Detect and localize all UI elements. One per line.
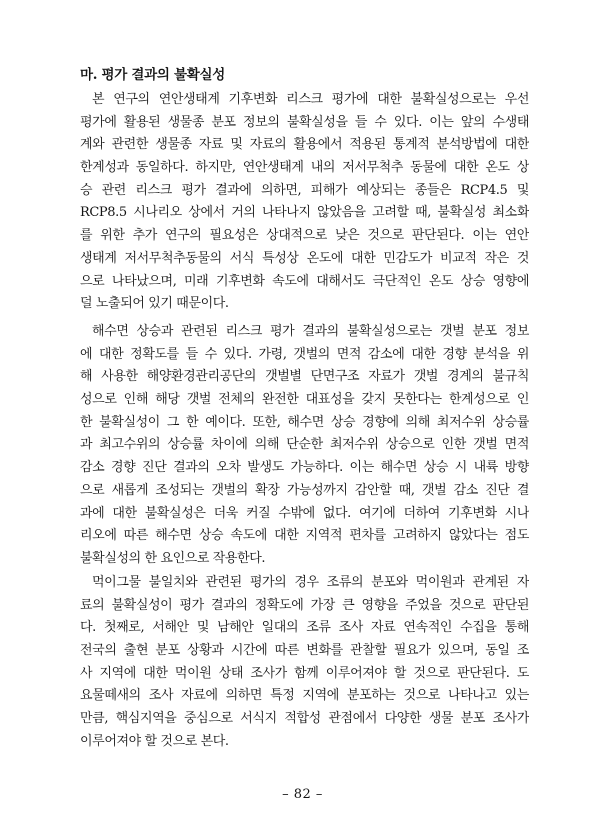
text-line: 사 지역에 대한 먹이원 상태 조사가 함께 이루어져야 할 것으로 판단된다. 도	[80, 665, 529, 681]
text-line: 해 사용한 해양환경관리공단의 갯벌별 단면구조 자료가 갯벌 경계의 불규칙	[80, 369, 529, 385]
text-line: 전국의 출현 분포 상황과 시간에 따른 변화를 관찰할 필요가 있으며, 동일 조	[80, 643, 529, 659]
text-line: 만큼, 핵심지역을 중심으로 서식지 적합성 관점에서 다양한 생물 분포 조사가	[80, 711, 529, 727]
text-line: 생태계 저서무척추동물의 서식 특성상 온도에 대한 민감도가 비교적 작은 것	[80, 250, 529, 266]
text-line: 리오에 따른 해수면 상승 속도에 대한 지역적 편차를 고려하지 않았다는 점도	[80, 528, 529, 544]
text-line: 요물떼새의 조사 자료에 의하면 특정 지역에 분포하는 것으로 나타나고 있는	[80, 688, 529, 704]
text-line: 불확실성의 한 요인으로 작용한다.	[80, 550, 266, 566]
text-line: 평가에 활용된 생물종 분포 정보의 불확실성을 들 수 있다. 이는 앞의 수생태	[80, 114, 529, 130]
text-line: 성으로 인해 해당 갯벌 전체의 완전한 대표성을 갖지 못한다는 한계성으로 인	[80, 392, 529, 408]
text-line: 를 위한 추가 연구의 필요성은 상대적으로 낮은 것으로 판단된다. 이는 연안	[80, 228, 529, 244]
text-line: RCP8.5 시나리오 상에서 거의 나타나지 않았음을 고려할 때, 불확실성 최소화	[80, 205, 529, 221]
paragraph-3	[80, 572, 529, 754]
text-line: 다. 첫째로, 서해안 및 남해안 일대의 조류 조사 자료 연속적인 수집을 통해	[80, 620, 529, 636]
paragraph-2	[80, 321, 529, 571]
text-line: 으로 새롭게 조성되는 갯벌의 확장 가능성까지 감안할 때, 갯벌 감소 진단 결	[80, 482, 529, 498]
text-line: 한 불확실성이 그 한 예이다. 또한, 해수면 상승 경향에 의해 최저수위 상승률	[80, 414, 529, 430]
text-line: 덜 노출되어 있기 때문이다.	[80, 296, 229, 312]
text-line: 과 최고수위의 상승률 차이에 의해 단순한 최저수위 상승으로 인한 갯벌 면적	[80, 437, 529, 453]
text-line: 계와 관련한 생물종 자료 및 자료의 활용에서 적용된 통계적 분석방법에 대한	[80, 137, 529, 153]
text-line: 승 관련 리스크 평가 결과에 의하면, 피해가 예상되는 종들은 RCP4.5 및	[80, 182, 529, 198]
paragraph-1	[80, 89, 529, 316]
text-line: 료의 불확실성이 평가 결과의 정확도에 가장 큰 영향을 주었을 것으로 판단된	[80, 597, 529, 613]
text-line: 한계성과 동일하다. 하지만, 연안생태계 내의 저서무척추 동물에 대한 온도 상	[80, 160, 529, 176]
section-heading: 마. 평가 결과의 불확실성	[80, 67, 226, 83]
text-line: 본 연구의 연안생태계 기후변화 리스크 평가에 대한 불확실성으로는 우선	[92, 92, 529, 107]
text-line: 먹이그물 불일치와 관련된 평가의 경우 조류의 분포와 먹이원과 관계된 자	[92, 575, 529, 590]
text-line: 이루어져야 할 것으로 본다.	[80, 733, 229, 749]
text-line: 에 대한 정확도를 들 수 있다. 가령, 갯벌의 면적 감소에 대한 경향 분석을 위	[80, 346, 529, 362]
text-line: 해수면 상승과 관련된 리스크 평가 결과의 불확실성으로는 갯벌 분포 정보	[92, 324, 529, 339]
page-number: – 82 –	[282, 787, 323, 802]
text-line: 과에 대한 불확실성은 더욱 커질 수밖에 없다. 여기에 더하여 기후변화 시나	[80, 505, 529, 521]
text-line: 감소 경향 진단 결과의 오차 발생도 가능하다. 이는 해수면 상승 시 내륙 방향	[80, 460, 529, 476]
text-line: 으로 나타났으며, 미래 기후변화 속도에 대해서도 극단적인 온도 상승 영향에	[80, 273, 529, 289]
